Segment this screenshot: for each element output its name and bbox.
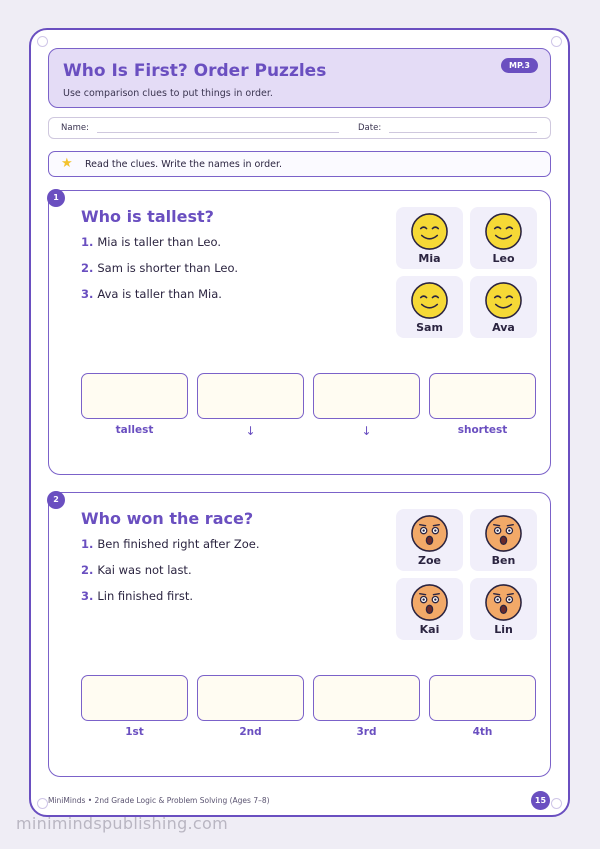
clue-item	[81, 235, 221, 249]
clue-text: Ava is taller than Mia.	[97, 287, 222, 301]
star-icon: ★	[61, 156, 73, 171]
down-arrow-icon: ↓	[245, 424, 256, 438]
clue-item	[81, 589, 193, 603]
character-card	[470, 207, 537, 269]
answer-label: 4th	[472, 726, 493, 738]
instruction-bar	[48, 151, 551, 177]
character-card	[470, 578, 537, 640]
section-number: 1	[47, 189, 65, 207]
character-name: Zoe	[418, 554, 441, 567]
surprised-face-icon	[484, 583, 523, 622]
page-subtitle: Use comparison clues to put things in order.	[63, 88, 273, 99]
answer-label: 2nd	[239, 726, 262, 738]
clue-text: Sam is shorter than Leo.	[97, 261, 238, 275]
answer-label: shortest	[457, 424, 508, 436]
footer-text: MiniMinds • 2nd Grade Logic & Problem Solving (Ages 7–8)	[48, 796, 270, 805]
character-name: Ben	[491, 554, 516, 567]
answer-label: tallest	[115, 424, 154, 436]
answer-box[interactable]	[81, 373, 188, 419]
answer-label: 3rd	[356, 726, 377, 738]
character-card	[396, 509, 463, 571]
section-title: Who is tallest?	[81, 207, 214, 226]
corner-dot	[551, 36, 562, 47]
name-line[interactable]	[97, 132, 339, 133]
clue-item	[81, 563, 192, 577]
surprised-face-icon	[484, 514, 523, 553]
character-card	[396, 207, 463, 269]
clue-text: Lin finished first.	[97, 589, 194, 603]
clue-item	[81, 287, 222, 301]
character-name: Ava	[492, 321, 515, 334]
clue-item	[81, 537, 260, 551]
clue-text: Mia is taller than Leo.	[97, 235, 221, 249]
answer-box[interactable]	[197, 675, 304, 721]
watermark-text: minimindspublishing.com	[16, 814, 229, 833]
clue-number: 1.	[81, 537, 94, 551]
answer-box[interactable]	[313, 675, 420, 721]
page-number: 15	[531, 791, 550, 810]
clue-number: 3.	[81, 287, 94, 301]
character-name: Sam	[416, 321, 443, 334]
answer-label: 1st	[125, 726, 144, 738]
clue-number: 3.	[81, 589, 94, 603]
smiling-face-icon	[484, 281, 523, 320]
puzzle-section-2	[48, 492, 551, 777]
answer-box[interactable]	[313, 373, 420, 419]
character-card	[470, 509, 537, 571]
name-label: Name:	[61, 123, 89, 133]
character-name: Leo	[492, 252, 515, 265]
answer-box[interactable]	[429, 675, 536, 721]
smiling-face-icon	[484, 212, 523, 251]
section-title: Who won the race?	[81, 509, 254, 528]
section-number: 2	[47, 491, 65, 509]
worksheet-header	[48, 48, 551, 108]
corner-dot	[37, 36, 48, 47]
character-name: Mia	[418, 252, 441, 265]
surprised-face-icon	[410, 583, 449, 622]
smiling-face-icon	[410, 281, 449, 320]
clue-text: Ben finished right after Zoe.	[97, 537, 260, 551]
surprised-face-icon	[410, 514, 449, 553]
down-arrow-icon: ↓	[361, 424, 372, 438]
corner-dot	[551, 798, 562, 809]
character-card	[396, 276, 463, 338]
page-title: Who Is First? Order Puzzles	[63, 61, 327, 81]
date-line[interactable]	[389, 132, 537, 133]
character-name: Lin	[494, 623, 513, 636]
answer-box[interactable]	[81, 675, 188, 721]
clue-number: 1.	[81, 235, 94, 249]
instruction-text: Read the clues. Write the names in order.	[85, 159, 282, 170]
corner-dot	[37, 798, 48, 809]
character-name: Kai	[419, 623, 440, 636]
answer-box[interactable]	[429, 373, 536, 419]
date-label: Date:	[358, 123, 382, 133]
character-card	[470, 276, 537, 338]
smiling-face-icon	[410, 212, 449, 251]
name-date-bar	[48, 117, 551, 139]
character-card	[396, 578, 463, 640]
clue-text: Kai was not last.	[97, 563, 192, 577]
clue-item	[81, 261, 238, 275]
puzzle-section-1	[48, 190, 551, 475]
standard-badge: MP.3	[501, 58, 538, 73]
clue-number: 2.	[81, 563, 94, 577]
answer-box[interactable]	[197, 373, 304, 419]
clue-number: 2.	[81, 261, 94, 275]
